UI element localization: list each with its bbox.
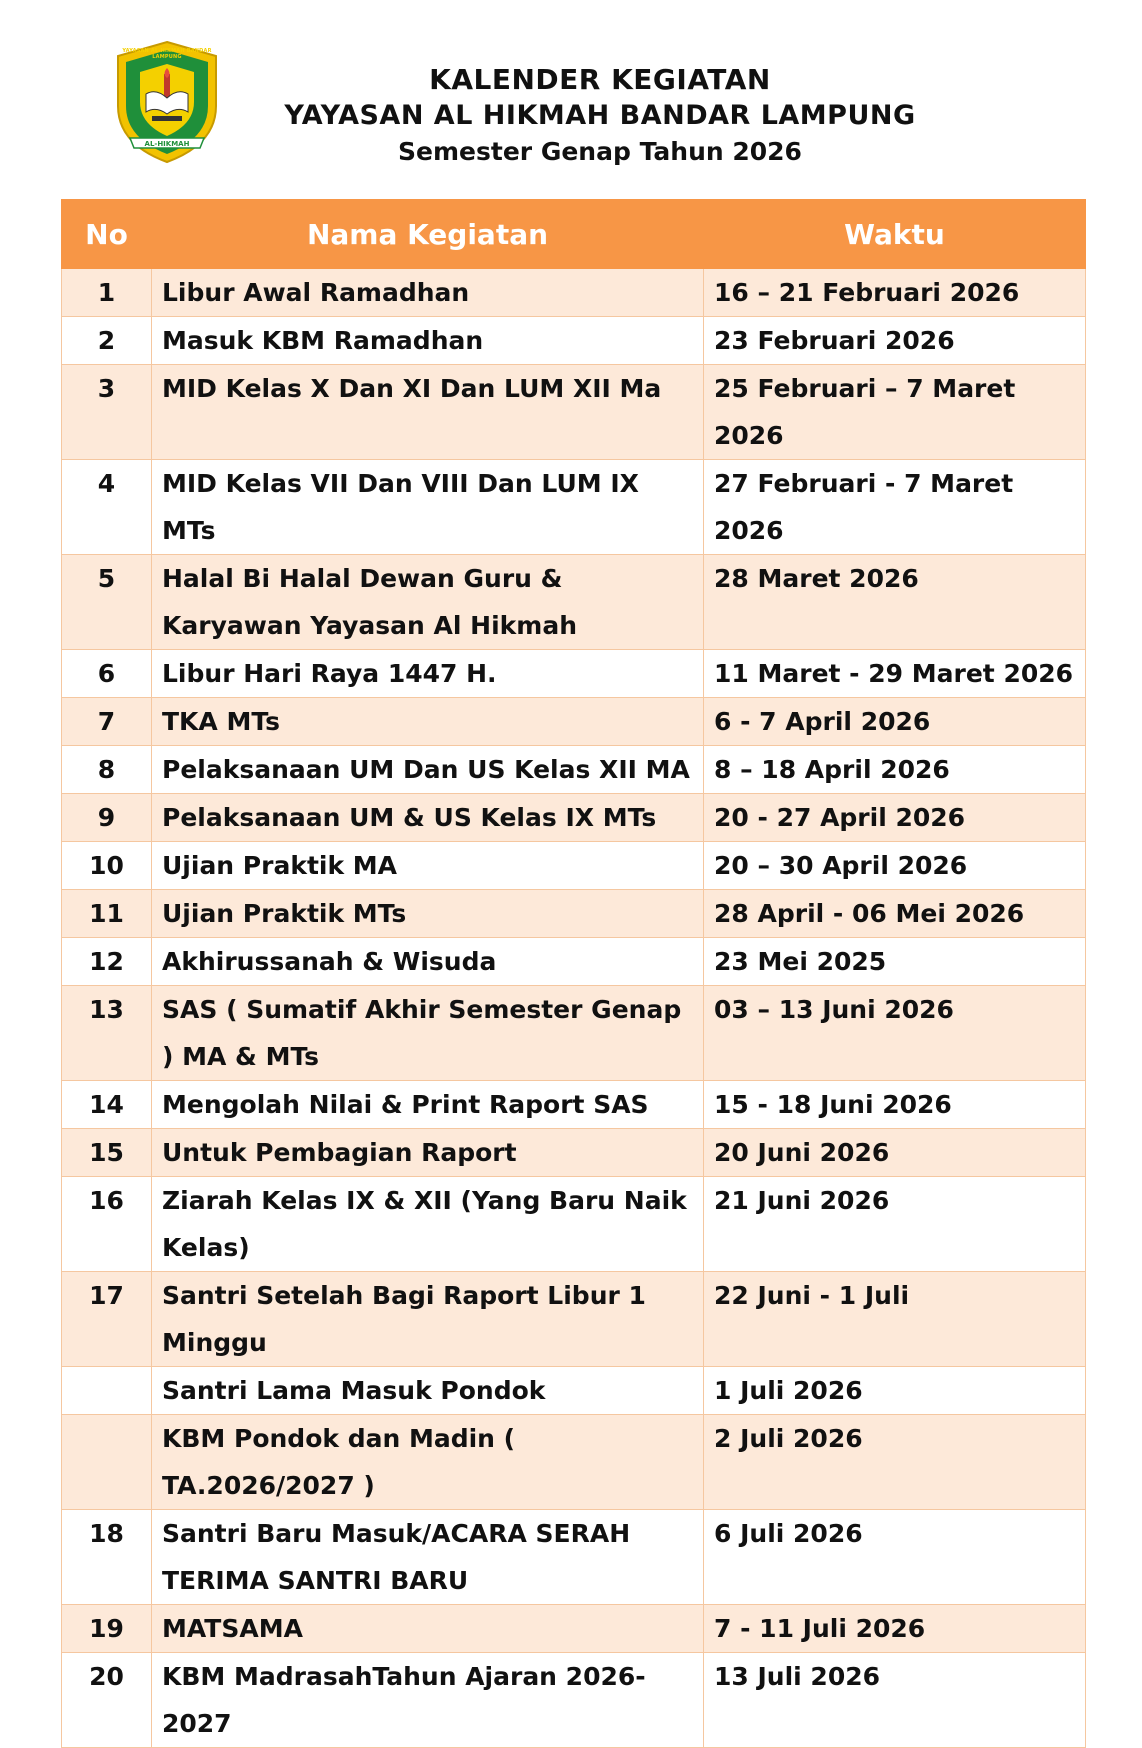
row-number: 8 [62,746,152,794]
table-row [62,1653,1086,1748]
table-row [62,794,1086,842]
row-activity-name: Ujian Praktik MTs [152,890,704,938]
row-time: 20 Juni 2026 [704,1129,1086,1177]
row-number [62,1415,152,1510]
row-activity-name: Untuk Pembagian Raport [152,1129,704,1177]
row-number: 2 [62,317,152,365]
row-time: 2 Juli 2026 [704,1415,1086,1510]
row-number: 18 [62,1510,152,1605]
row-time: 28 Maret 2026 [704,555,1086,650]
row-number: 14 [62,1081,152,1129]
row-activity-name: Pelaksanaan UM Dan US Kelas XII MA [152,746,704,794]
table-row [62,1081,1086,1129]
row-number: 15 [62,1129,152,1177]
table-row [62,269,1086,317]
row-activity-name: MID Kelas X Dan XI Dan LUM XII Ma [152,365,704,460]
table-row [62,890,1086,938]
row-activity-name: MATSAMA [152,1605,704,1653]
row-activity-name: TKA MTs [152,698,704,746]
document-header [180,62,1020,170]
row-time: 6 Juli 2026 [704,1510,1086,1605]
row-activity-name: Santri Baru Masuk/ACARA SERAH TERIMA SANTRI BARU [152,1510,704,1605]
row-number [62,1367,152,1415]
row-time: 20 – 30 April 2026 [704,842,1086,890]
row-number: 19 [62,1605,152,1653]
table-row [62,938,1086,986]
row-number: 13 [62,986,152,1081]
table-row [62,986,1086,1081]
column-header-name: Nama Kegiatan [152,200,704,269]
table-row [62,842,1086,890]
header-institution: YAYASAN AL HIKMAH BANDAR LAMPUNG [284,100,916,131]
row-time: 21 Juni 2026 [704,1177,1086,1272]
table-row [62,1129,1086,1177]
row-time: 03 – 13 Juni 2026 [704,986,1086,1081]
row-number: 20 [62,1653,152,1748]
row-number: 11 [62,890,152,938]
row-number: 5 [62,555,152,650]
row-time: 23 Februari 2026 [704,317,1086,365]
row-number: 1 [62,269,152,317]
row-activity-name: Halal Bi Halal Dewan Guru & Karyawan Yayasan Al Hikmah [152,555,704,650]
table-row [62,1177,1086,1272]
row-activity-name: Mengolah Nilai & Print Raport SAS [152,1081,704,1129]
row-activity-name: Libur Awal Ramadhan [152,269,704,317]
row-number: 3 [62,365,152,460]
table-row [62,746,1086,794]
row-number: 10 [62,842,152,890]
row-number: 9 [62,794,152,842]
row-number: 17 [62,1272,152,1367]
row-activity-name: Pelaksanaan UM & US Kelas IX MTs [152,794,704,842]
row-time: 7 - 11 Juli 2026 [704,1605,1086,1653]
row-time: 27 Februari - 7 Maret 2026 [704,460,1086,555]
table-row [62,1367,1086,1415]
table-row [62,1605,1086,1653]
table-row [62,1510,1086,1605]
table-row [62,460,1086,555]
row-time: 20 - 27 April 2026 [704,794,1086,842]
column-header-no: No [62,200,152,269]
row-activity-name: Santri Lama Masuk Pondok [152,1367,704,1415]
row-time: 11 Maret - 29 Maret 2026 [704,650,1086,698]
row-time: 23 Mei 2025 [704,938,1086,986]
row-number: 4 [62,460,152,555]
row-activity-name: SAS ( Sumatif Akhir Semester Genap ) MA & MTs [152,986,704,1081]
row-time: 1 Juli 2026 [704,1367,1086,1415]
row-activity-name: Libur Hari Raya 1447 H. [152,650,704,698]
row-time: 15 - 18 Juni 2026 [704,1081,1086,1129]
row-time: 28 April - 06 Mei 2026 [704,890,1086,938]
table-row [62,650,1086,698]
row-activity-name: KBM MadrasahTahun Ajaran 2026-2027 [152,1653,704,1748]
header-title: KALENDER KEGIATAN [429,63,771,96]
row-time: 6 - 7 April 2026 [704,698,1086,746]
row-activity-name: Santri Setelah Bagi Raport Libur 1 Minggu [152,1272,704,1367]
row-time: 13 Juli 2026 [704,1653,1086,1748]
row-activity-name: Akhirussanah & Wisuda [152,938,704,986]
table-row [62,1415,1086,1510]
table-row [62,317,1086,365]
row-number: 16 [62,1177,152,1272]
row-activity-name: KBM Pondok dan Madin ( TA.2026/2027 ) [152,1415,704,1510]
row-activity-name: MID Kelas VII Dan VIII Dan LUM IX MTs [152,460,704,555]
table-header-row [62,200,1086,269]
row-number: 6 [62,650,152,698]
table-row [62,1272,1086,1367]
logo-ribbon-text: AL-HIKMAH [144,140,190,148]
row-time: 22 Juni - 1 Juli [704,1272,1086,1367]
row-number: 12 [62,938,152,986]
table-row [62,365,1086,460]
row-number: 7 [62,698,152,746]
table-row [62,698,1086,746]
row-time: 8 – 18 April 2026 [704,746,1086,794]
row-time: 16 – 21 Februari 2026 [704,269,1086,317]
row-activity-name: Masuk KBM Ramadhan [152,317,704,365]
header-semester: Semester Genap Tahun 2026 [398,137,802,166]
row-activity-name: Ziarah Kelas IX & XII (Yang Baru Naik Kelas) [152,1177,704,1272]
logo-ring-text: YAYASAN AL-HIKMAH BANDAR LAMPUNG [122,48,212,60]
column-header-time: Waktu [704,200,1086,269]
row-time: 25 Februari – 7 Maret 2026 [704,365,1086,460]
table-row [62,555,1086,650]
row-activity-name: Ujian Praktik MA [152,842,704,890]
calendar-table [61,199,1086,1748]
